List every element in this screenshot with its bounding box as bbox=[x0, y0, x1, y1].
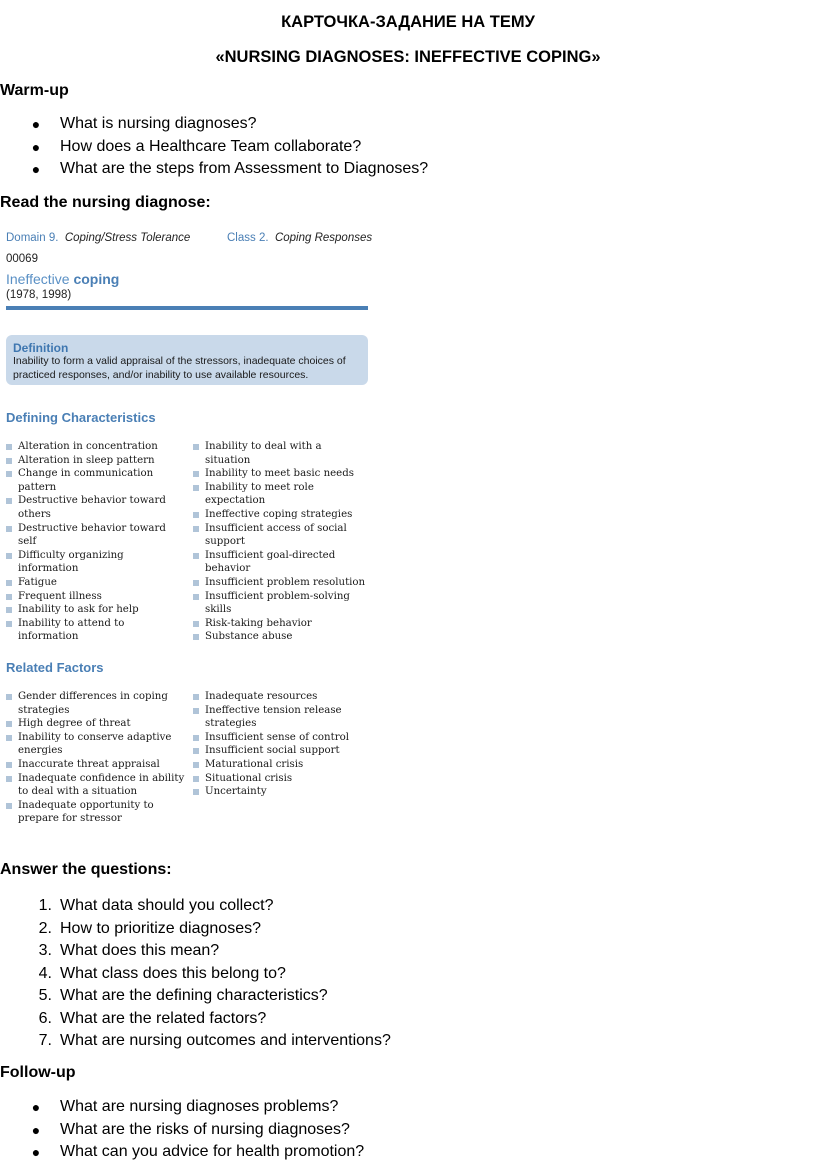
square-bullet-icon bbox=[193, 789, 199, 795]
characteristic-item: Inability to attend to information bbox=[6, 617, 186, 644]
characteristic-item: Destructive behavior toward self bbox=[6, 522, 186, 549]
characteristic-item: Alteration in concentration bbox=[6, 440, 186, 454]
related-factors-right bbox=[193, 690, 369, 799]
bullet-icon: ● bbox=[31, 161, 41, 177]
list-item: ● What are nursing diagnoses problems? bbox=[0, 1096, 364, 1119]
list-item: 3. What does this mean? bbox=[38, 942, 220, 959]
bullet-icon: ● bbox=[31, 1099, 41, 1115]
square-bullet-icon bbox=[193, 708, 199, 714]
characteristic-item: Insufficient social support bbox=[193, 744, 369, 758]
list-item: ● What can you advice for health promotion? bbox=[0, 1141, 364, 1164]
defining-characteristics-right bbox=[193, 440, 369, 644]
square-bullet-icon bbox=[193, 526, 199, 532]
list-item: ● What are the risks of nursing diagnoses? bbox=[0, 1119, 364, 1142]
diagnosis-code: 00069 bbox=[6, 253, 38, 265]
square-bullet-icon bbox=[193, 580, 199, 586]
characteristic-item: Inability to ask for help bbox=[6, 603, 186, 617]
square-bullet-icon bbox=[6, 776, 12, 782]
list-item: 4. What class does this belong to? bbox=[38, 964, 286, 982]
square-bullet-icon bbox=[193, 621, 199, 627]
square-bullet-icon bbox=[193, 471, 199, 477]
square-bullet-icon bbox=[6, 594, 12, 600]
domain-label: Domain 9. Coping/Stress Tolerance bbox=[6, 232, 191, 244]
square-bullet-icon bbox=[6, 444, 12, 450]
square-bullet-icon bbox=[6, 694, 12, 700]
characteristic-item: Inability to meet role expectation bbox=[193, 481, 369, 508]
square-bullet-icon bbox=[6, 735, 12, 741]
square-bullet-icon bbox=[193, 735, 199, 741]
definition-text: Inability to form a valid appraisal of the stressors, inadequate choices of practiced responses, and/or inability to use available resources. bbox=[13, 355, 346, 381]
bullet-icon: ● bbox=[31, 138, 41, 155]
followup-list bbox=[0, 1096, 364, 1164]
characteristic-item: Inability to conserve adaptive energies bbox=[6, 731, 186, 758]
answer-list bbox=[0, 895, 391, 1053]
list-item: ● What are the steps from Assessment to Diagnoses? bbox=[0, 158, 428, 181]
answer-heading: Answer the questions: bbox=[0, 861, 172, 878]
square-bullet-icon bbox=[193, 694, 199, 700]
square-bullet-icon bbox=[6, 498, 12, 504]
characteristic-item: Insufficient problem-solving skills bbox=[193, 590, 369, 617]
warmup-heading: Warm-up bbox=[0, 82, 69, 99]
defining-characteristics-heading: Defining Characteristics bbox=[6, 410, 156, 425]
characteristic-item: Situational crisis bbox=[193, 772, 369, 786]
bullet-icon: ● bbox=[31, 116, 41, 132]
characteristic-item: Insufficient access of social support bbox=[193, 522, 369, 549]
characteristic-item: Gender differences in coping strategies bbox=[6, 690, 186, 717]
list-item: 2. How to prioritize diagnoses? bbox=[38, 919, 261, 937]
characteristic-item: Destructive behavior toward others bbox=[6, 494, 186, 521]
characteristic-item: Inadequate confidence in ability to deal with a situation bbox=[6, 772, 186, 799]
worksheet-topic: «NURSING DIAGNOSES: INEFFECTIVE COPING» bbox=[215, 48, 601, 66]
definition-label: Definition bbox=[13, 341, 69, 355]
square-bullet-icon bbox=[6, 580, 12, 586]
square-bullet-icon bbox=[6, 621, 12, 627]
list-item: 5. What are the defining characteristics? bbox=[38, 987, 328, 1004]
list-item: 6. What are the related factors? bbox=[38, 1009, 267, 1027]
square-bullet-icon bbox=[193, 748, 199, 754]
square-bullet-icon bbox=[6, 762, 12, 768]
characteristic-item: Inability to deal with a situation bbox=[193, 440, 369, 467]
divider bbox=[6, 306, 368, 310]
characteristic-item: Frequent illness bbox=[6, 590, 186, 604]
characteristic-item: Alteration in sleep pattern bbox=[6, 454, 186, 468]
characteristic-item: Fatigue bbox=[6, 576, 186, 590]
nanda-diagnosis-figure bbox=[6, 228, 373, 838]
class-label: Class 2. Coping Responses bbox=[227, 232, 373, 244]
characteristic-item: Insufficient goal-directed behavior bbox=[193, 549, 369, 576]
warmup-list bbox=[0, 113, 428, 181]
bullet-icon: ● bbox=[31, 1144, 41, 1160]
characteristic-item: Risk-taking behavior bbox=[193, 617, 369, 631]
list-item: 7. What are nursing outcomes and interventions? bbox=[38, 1032, 391, 1049]
characteristic-item: Inadequate resources bbox=[193, 690, 369, 704]
characteristic-item: Difficulty organizing information bbox=[6, 549, 186, 576]
characteristic-item: Ineffective coping strategies bbox=[193, 508, 369, 522]
square-bullet-icon bbox=[193, 762, 199, 768]
worksheet-title: КАРТОЧКА-ЗАДАНИЕ НА ТЕМУ bbox=[281, 13, 535, 31]
related-factors-heading: Related Factors bbox=[6, 660, 104, 675]
related-factors-left bbox=[6, 690, 186, 826]
list-item: ● What is nursing diagnoses? bbox=[0, 113, 428, 136]
characteristic-item: Maturational crisis bbox=[193, 758, 369, 772]
diagnosis-title: Ineffective coping bbox=[6, 271, 120, 287]
list-item: ● How does a Healthcare Team collaborate? bbox=[0, 136, 428, 159]
diagnosis-years: (1978, 1998) bbox=[6, 289, 72, 301]
characteristic-item: Substance abuse bbox=[193, 630, 369, 644]
square-bullet-icon bbox=[193, 485, 199, 491]
square-bullet-icon bbox=[6, 553, 12, 559]
list-item: 1. What data should you collect? bbox=[38, 897, 274, 914]
square-bullet-icon bbox=[193, 594, 199, 600]
characteristic-item: Ineffective tension release strategies bbox=[193, 704, 369, 731]
characteristic-item: Uncertainty bbox=[193, 785, 369, 799]
square-bullet-icon bbox=[193, 776, 199, 782]
square-bullet-icon bbox=[6, 526, 12, 532]
characteristic-item: Insufficient problem resolution bbox=[193, 576, 369, 590]
square-bullet-icon bbox=[193, 444, 199, 450]
followup-heading: Follow-up bbox=[0, 1064, 76, 1081]
square-bullet-icon bbox=[6, 471, 12, 477]
characteristic-item: Insufficient sense of control bbox=[193, 731, 369, 745]
square-bullet-icon bbox=[193, 512, 199, 518]
characteristic-item: Inadequate opportunity to prepare for stressor bbox=[6, 799, 186, 826]
characteristic-item: Inability to meet basic needs bbox=[193, 467, 369, 481]
read-heading: Read the nursing diagnose: bbox=[0, 194, 211, 211]
square-bullet-icon bbox=[6, 607, 12, 613]
square-bullet-icon bbox=[193, 553, 199, 559]
square-bullet-icon bbox=[6, 721, 12, 727]
defining-characteristics-left bbox=[6, 440, 186, 644]
definition-box bbox=[6, 335, 368, 385]
square-bullet-icon bbox=[193, 634, 199, 640]
characteristic-item: Change in communication pattern bbox=[6, 467, 186, 494]
characteristic-item: Inaccurate threat appraisal bbox=[6, 758, 186, 772]
square-bullet-icon bbox=[6, 458, 12, 464]
characteristic-item: High degree of threat bbox=[6, 717, 186, 731]
bullet-icon: ● bbox=[31, 1121, 41, 1138]
square-bullet-icon bbox=[6, 803, 12, 809]
